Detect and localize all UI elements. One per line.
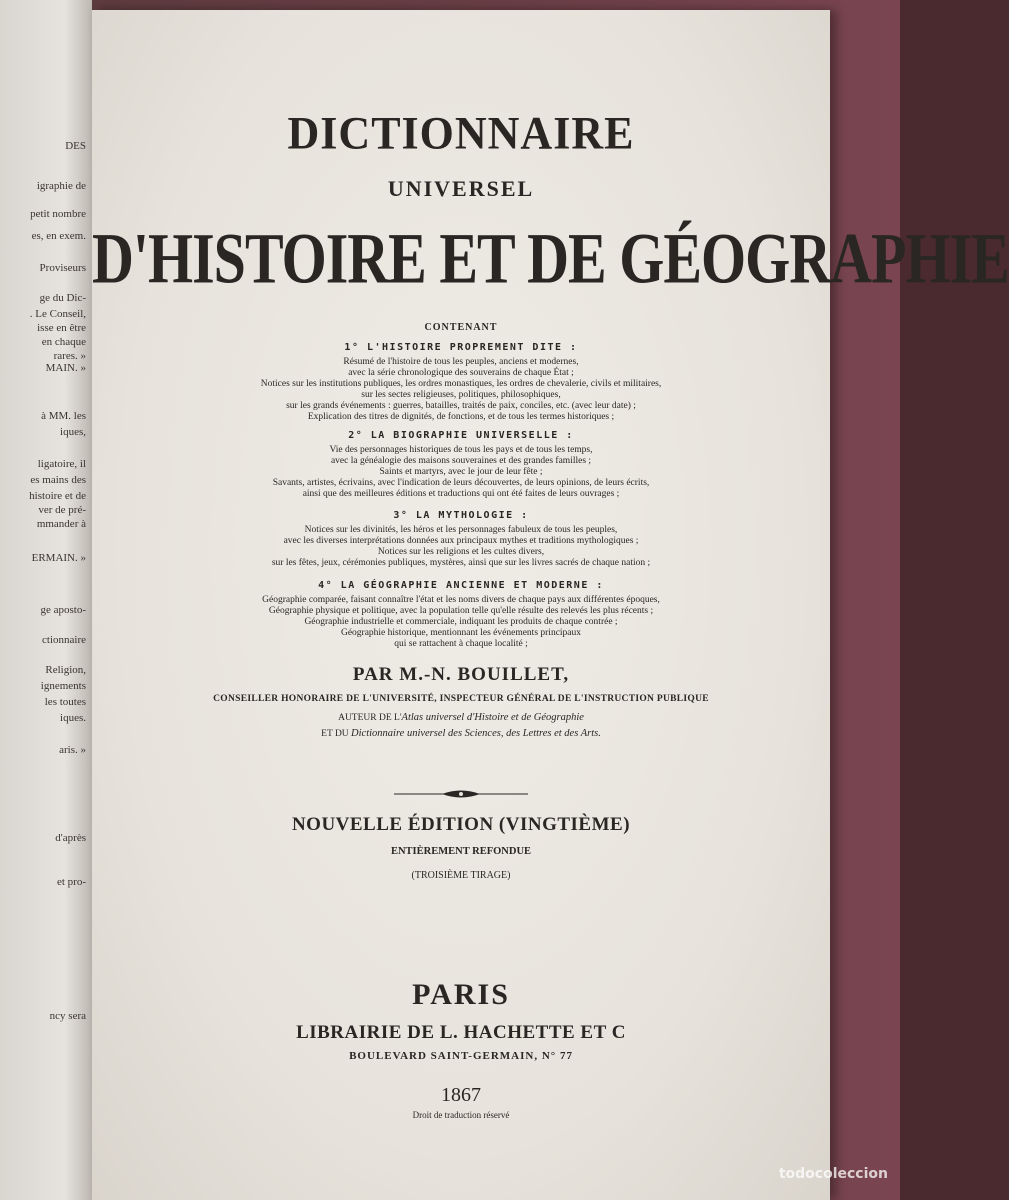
author-works-dictionnaire: [92, 728, 830, 739]
section-line: ainsi que des meilleures éditions et traductions qui ont été faites de leurs ouvrages ;: [302, 489, 620, 499]
section-line: avec la série chronologique des souverains de chaque État ;: [348, 368, 574, 378]
facing-page-line: petit nombre: [30, 208, 86, 220]
facing-page-line: ERMAIN. »: [31, 552, 86, 564]
facing-page-line: iques,: [60, 426, 86, 438]
section-line: Notices sur les divinités, les héros et les personnages fabuleux de tous les peuples,: [304, 525, 618, 535]
facing-page: [0, 0, 92, 1200]
facing-page-line: les toutes: [44, 696, 86, 708]
facing-page-line: Religion,: [45, 664, 86, 676]
section-line: Géographie physique et politique, avec la population telle qu'elle résulte des relevés les plus récents ;: [268, 606, 654, 616]
facing-page-line: ignements: [40, 680, 86, 692]
facing-page-line: mmander à: [36, 518, 86, 530]
section-line: Géographie historique, mentionnant les événements principaux: [340, 628, 582, 638]
section-line: Explication des titres de dignités, de fonctions, et de tous les termes historiques ;: [307, 412, 615, 422]
facing-page-line: histoire et de: [29, 490, 86, 502]
imprint-publisher: LIBRAIRIE DE L. HACHETTE ET C: [296, 1022, 626, 1043]
section-line: Géographie comparée, faisant connaître l'état et les noms divers de chaque pays aux différentes époques,: [262, 595, 660, 605]
section-line: sur les fêtes, jeux, cérémonies publiques, mystères, ainsi que sur les livres sacrés de chaque nation ;: [271, 558, 651, 568]
facing-page-line: igraphie de: [36, 180, 86, 192]
title-universel: UNIVERSEL: [387, 176, 535, 201]
facing-page-line: iques.: [60, 712, 86, 724]
section-line: avec la généalogie des maisons souveraines et des grandes familles ;: [330, 456, 592, 466]
section-line: sur les sectes religieuses, politiques, philosophiques,: [361, 390, 561, 400]
section-line: Résumé de l'histoire de tous les peuples, anciens et modernes,: [343, 357, 579, 367]
facing-page-line: . Le Conseil,: [29, 308, 86, 320]
facing-page-line: ge aposto-: [40, 604, 86, 616]
imprint-city: PARIS: [412, 978, 510, 1011]
facing-page-line: aris. »: [59, 744, 86, 756]
facing-page-line: ncy sera: [49, 1010, 86, 1022]
section-line: Notices sur les institutions publiques, les ordres monastiques, les ordres de chevalerie, civils et militaires,: [260, 379, 662, 389]
section-line: qui se rattachent à chaque localité ;: [394, 639, 528, 649]
facing-page-line: es mains des: [30, 474, 86, 486]
section-line: Savants, artistes, écrivains, avec l'indication de leurs découvertes, de leurs opinions, de leurs écrits,: [272, 478, 650, 488]
facing-page-line: d'après: [55, 832, 86, 844]
imprint-address: BOULEVARD SAINT-GERMAIN, N° 77: [349, 1050, 573, 1062]
section-heading: 1° L'HISTOIRE PROPREMENT DITE :: [344, 342, 578, 353]
facing-page-line: à MM. les: [41, 410, 86, 422]
author-works-atlas: [92, 712, 830, 723]
author-titles: CONSEILLER HONORAIRE DE L'UNIVERSITÉ, INSPECTEUR GÉNÉRAL DE L'INSTRUCTION PUBLIQUE: [213, 694, 709, 704]
section-heading: 4° LA GÉOGRAPHIE ANCIENNE ET MODERNE :: [318, 580, 604, 591]
section-heading: 3° LA MYTHOLOGIE :: [393, 510, 529, 521]
watermark: todocoleccion: [778, 1166, 888, 1182]
edition-title: NOUVELLE ÉDITION (VINGTIÈME): [291, 814, 631, 835]
imprint-year: 1867: [441, 1084, 481, 1106]
facing-page-line: en chaque: [41, 336, 86, 348]
facing-page-line: rares. »: [53, 350, 86, 362]
facing-page-line: DES: [65, 140, 86, 152]
edition-tirage: (TROISIÈME TIRAGE): [411, 870, 511, 881]
atlas-prefix: AUTEUR DE L': [338, 713, 402, 723]
dict-prefix: ET DU: [321, 729, 352, 739]
atlas-title: Atlas universel d'Histoire et de Géographie: [401, 712, 584, 723]
contenant-label: CONTENANT: [424, 322, 498, 333]
title-histoire-geographie: D'HISTOIRE ET DE GÉOGRAPHIE: [92, 217, 1009, 299]
section-line: Notices sur les religions et les cultes divers,: [377, 547, 545, 557]
section-line: Géographie industrielle et commerciale, indiquant les produits de chaque contrée ;: [304, 617, 618, 627]
facing-page-line: et pro-: [56, 876, 86, 888]
ornament-rule: [392, 787, 530, 801]
section-line: sur les grands événements : guerres, batailles, traités de paix, conciles, etc. (avec leur date) ;: [286, 401, 636, 411]
section-line: Saints et martyrs, avec le jour de leur fête ;: [379, 467, 543, 477]
section-heading: 2° LA BIOGRAPHIE UNIVERSELLE :: [348, 430, 574, 441]
author-name: PAR M.-N. BOUILLET,: [352, 664, 570, 685]
facing-page-line: ver de pré-: [38, 504, 86, 516]
section-line: avec les diverses interprétations données aux principaux mythes et traditions mythologiques ;: [283, 536, 639, 546]
imprint-rights: Droit de traduction réservé: [412, 1110, 510, 1120]
facing-page-line: ctionnaire: [42, 634, 86, 646]
facing-page-line: es, en exem.: [31, 230, 86, 242]
facing-page-line: isse en être: [37, 322, 86, 334]
section-line: Vie des personnages historiques de tous les pays et de tous les temps,: [329, 445, 593, 455]
facing-page-line: MAIN. »: [45, 362, 86, 374]
facing-page-line: ge du Dic-: [39, 292, 86, 304]
edition-refondue: ENTIÈREMENT REFONDUE: [390, 846, 532, 857]
facing-page-line: Proviseurs: [39, 262, 86, 274]
facing-page-line: ligatoire, il: [37, 458, 86, 470]
title-dictionnaire: DICTIONNAIRE: [287, 107, 635, 160]
dict-title: Dictionnaire universel des Sciences, des Lettres et des Arts.: [351, 728, 601, 739]
